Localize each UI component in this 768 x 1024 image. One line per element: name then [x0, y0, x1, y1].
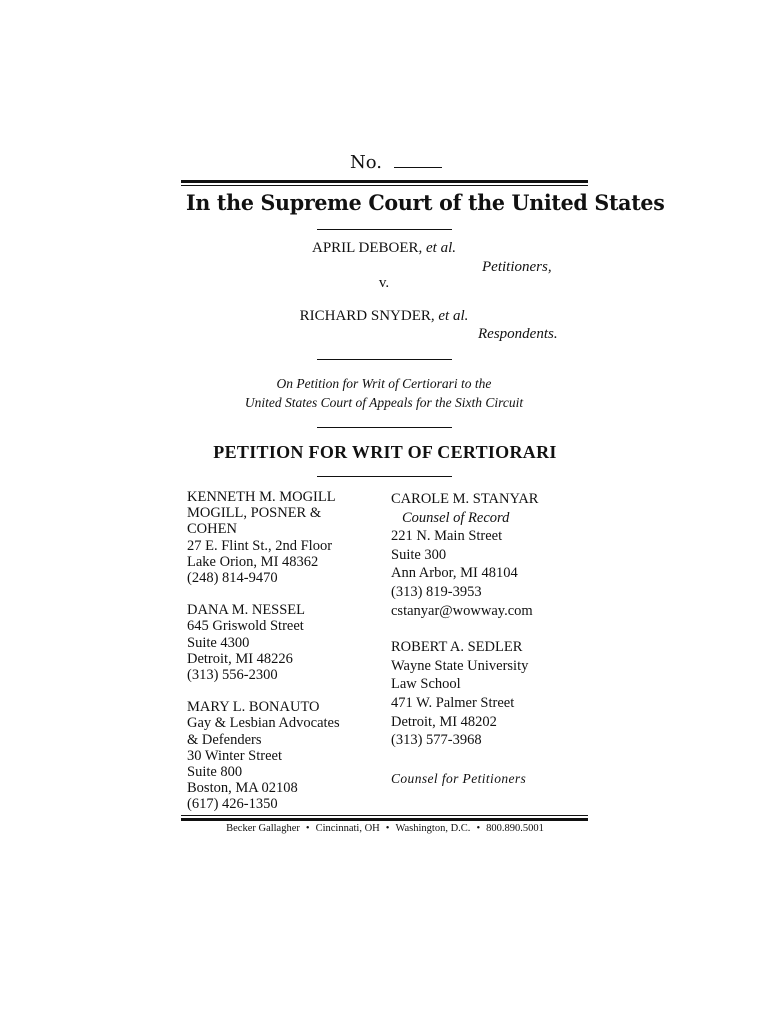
phone: (617) 426-1350 — [187, 796, 278, 813]
printer-phone: 800.890.5001 — [486, 823, 544, 834]
email: cstanyar@wowway.com — [391, 602, 533, 619]
lower-court-line-1: On Petition for Writ of Certiorari to the — [276, 376, 492, 391]
organization: Gay & Lesbian Advocates — [187, 715, 340, 732]
lower-court-line-2: United States Court of Appeals for the Sixth Circuit — [244, 395, 524, 410]
address-line: 645 Griswold Street — [187, 618, 304, 635]
firm-name: COHEN — [187, 521, 237, 538]
versus: v. — [378, 275, 390, 291]
divider-3 — [317, 427, 452, 428]
counsel-block-stanyar — [391, 490, 591, 620]
address-line: Ann Arbor, MI 48104 — [391, 565, 518, 582]
attorney-name: MARY L. BONAUTO — [187, 699, 320, 716]
printer-footer: Becker Gallagher • Cincinnati, OH • Washington, D.C. • 800.890.5001 — [226, 823, 544, 834]
docket-number — [0, 151, 768, 173]
organization: Law School — [391, 676, 461, 693]
address-line: Boston, MA 02108 — [187, 780, 298, 797]
bottom-thin-rule — [181, 815, 588, 816]
organization: Wayne State University — [391, 657, 529, 674]
divider-2 — [317, 359, 452, 360]
printer-name: Becker Gallagher — [226, 823, 300, 834]
phone: (313) 577-3968 — [391, 732, 482, 749]
counsel-block-mogill — [187, 489, 382, 586]
firm-name: MOGILL, POSNER & — [187, 505, 322, 522]
counsel-block-bonauto — [187, 699, 382, 812]
petitioner-name: APRIL DEBOER — [311, 240, 419, 256]
organization: & Defenders — [187, 731, 262, 748]
attorney-name: KENNETH M. MOGILL — [187, 489, 336, 505]
address-line: Suite 800 — [187, 764, 243, 781]
phone: (313) 819-3953 — [391, 583, 482, 600]
top-thick-rule — [181, 180, 588, 183]
divider-4 — [317, 476, 452, 477]
address-line: 27 E. Flint St., 2nd Floor — [187, 537, 333, 554]
address-line: 471 W. Palmer Street — [391, 694, 515, 711]
respondent-role: Respondents. — [478, 326, 558, 342]
printer-city-1: Cincinnati, OH — [315, 823, 380, 834]
respondent-name: RICHARD SNYDER — [299, 308, 431, 324]
address-line: Detroit, MI 48202 — [391, 713, 497, 730]
respondent-line — [0, 308, 768, 325]
petitioner-line — [0, 240, 768, 257]
address-line: Suite 4300 — [187, 634, 250, 651]
petitioner-role: Petitioners, — [482, 259, 552, 275]
phone: (248) 814-9470 — [187, 570, 278, 587]
address-line: 221 N. Main Street — [391, 528, 503, 545]
address-line: Lake Orion, MI 48362 — [187, 553, 319, 570]
attorney-name: CAROLE M. STANYAR — [391, 491, 539, 507]
counsel-block-sedler — [391, 638, 591, 750]
top-thin-rule — [181, 185, 588, 186]
address-line: 30 Winter Street — [187, 747, 282, 764]
counsel-left-column — [187, 489, 382, 813]
address-line: Detroit, MI 48226 — [187, 650, 293, 667]
petition-title: PETITION FOR WRIT OF CERTIORARI — [213, 442, 557, 462]
phone: (313) 556-2300 — [187, 667, 278, 684]
attorney-name: DANA M. NESSEL — [187, 602, 306, 619]
court-title: In the Supreme Court of the United States — [186, 190, 665, 215]
counsel-right-column — [391, 490, 591, 750]
counsel-for-petitioners: Counsel for Petitioners — [391, 771, 527, 786]
docket-blank-line — [394, 151, 442, 168]
petitioner-etal: , et al. — [418, 240, 457, 256]
attorney-name: ROBERT A. SEDLER — [391, 639, 523, 656]
docket-label: No. — [350, 152, 382, 173]
counsel-of-record: Counsel of Record — [402, 509, 510, 526]
counsel-block-nessel — [187, 602, 382, 683]
respondent-etal: , et al. — [430, 308, 469, 324]
printer-city-2: Washington, D.C. — [395, 823, 471, 834]
address-line: Suite 300 — [391, 546, 447, 563]
bottom-thick-rule — [181, 818, 588, 821]
divider-1 — [317, 229, 452, 230]
